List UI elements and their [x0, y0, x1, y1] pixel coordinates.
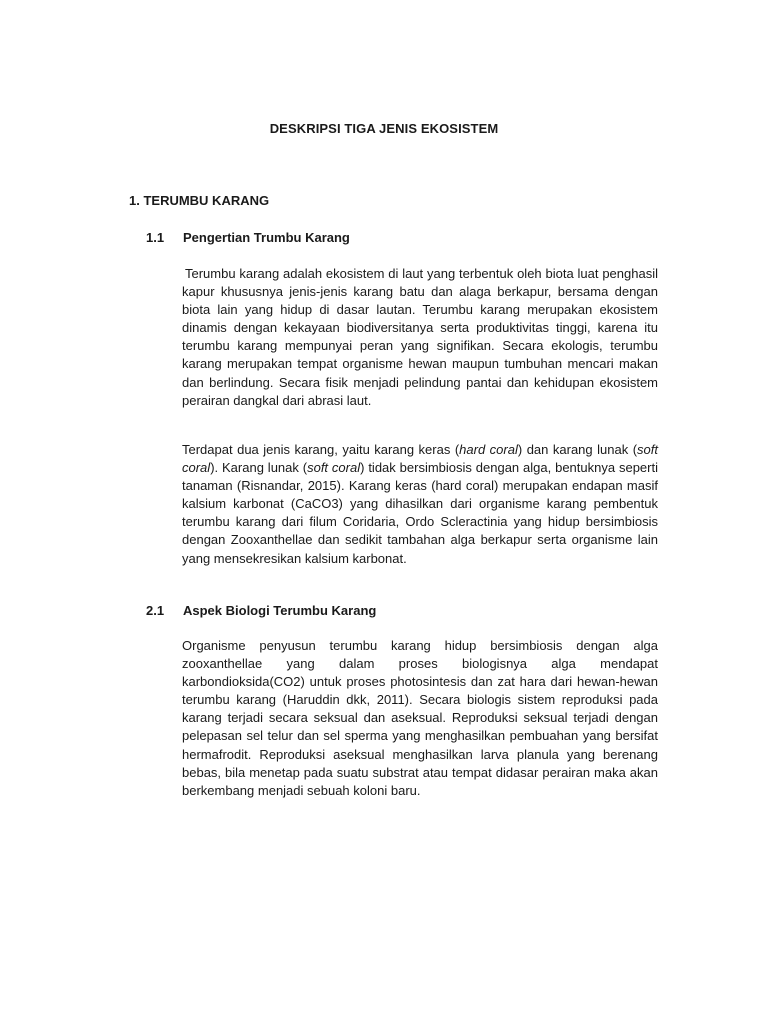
- paragraph-text: Terdapat dua jenis karang, yaitu karang keras (: [182, 442, 460, 457]
- paragraph-text: Organisme penyusun terumbu karang hidup bersimbiosis dengan alga zooxanthellae yang dalam proses biologisnya alga mendapat karbondioksida(CO2) untuk proses photosintesis dan zat hara dari hewan-hewan terumbu karang (Haruddin dkk, 2011). Secara biologis sistem reproduksi pada karang terjadi secara seksual dan aseksual. Reproduksi seksual terjadi dengan pelepasan sel telur dan sel sperma yang menghasilkan pembuahan yang bersifat hermafrodit. Reproduksi aseksual menghasilkan larva planula yang berenang bebas, bila menetap pada suatu substrat atau tempat didasar perairan maka akan berkembang menjadi sebuah koloni baru.: [182, 638, 658, 798]
- paragraph-text: ) dan karang lunak (: [517, 442, 638, 457]
- subsection-number: 2.1: [146, 603, 165, 618]
- subsection-label: Aspek Biologi Terumbu Karang: [183, 603, 377, 618]
- paragraph-text: ) tidak bersimbiosis dengan alga, bentuknya seperti tanaman (Risnandar, 2015). Karang keras (hard coral) merupakan endapan masif kalsium karbonat (CaCO3) yang dihasilkan dari organisme karang pembentuk terumbu karang dari filum Coridaria, Ordo Scleractinia yang hidup bersimbiosis dengan Zooxanthellae dan sedikit tambahan alga berkapur serta organisme lain yang mensekresikan kalsium karbonat.: [182, 460, 658, 566]
- paragraph-text: ). Karang lunak (: [210, 460, 308, 476]
- italic-term: hard coral: [459, 442, 518, 457]
- subsection-label: Pengertian Trumbu Karang: [183, 230, 350, 245]
- paragraph-biology: [182, 637, 658, 800]
- subsection-heading-aspek-biologi: [146, 603, 376, 618]
- section-heading-terumbu-karang: 1. TERUMBU KARANG: [129, 193, 270, 208]
- italic-term: soft coral: [307, 460, 361, 476]
- italic-term: soft coral: [182, 442, 658, 476]
- paragraph-text: Terumbu karang adalah ekosistem di laut yang terbentuk oleh biota luat penghasil kapur khususnya jenis-jenis karang batu dan alaga berkapur, bersama dengan biota lain yang hidup di dasar lautan. Terumbu karang merupakan ekosistem dinamis dengan kekayaan biodiversitanya serta produktivitas tinggi, karena itu terumbu karang mempunyai peran yang signifikan. Secara ekologis, terumbu karang merupakan tempat organisme hewan maupun tumbuhan mencari makan dan berlindung. Secara fisik menjadi pelindung pantai dan kehidupan ekosistem perairan dangkal dari abrasi laut.: [182, 266, 658, 408]
- subsection-heading-pengertian: [146, 230, 350, 245]
- paragraph-coral-types: [182, 441, 658, 568]
- paragraph-definition: [182, 265, 658, 410]
- document-title: DESKRIPSI TIGA JENIS EKOSISTEM: [269, 121, 499, 136]
- subsection-number: 1.1: [146, 230, 165, 245]
